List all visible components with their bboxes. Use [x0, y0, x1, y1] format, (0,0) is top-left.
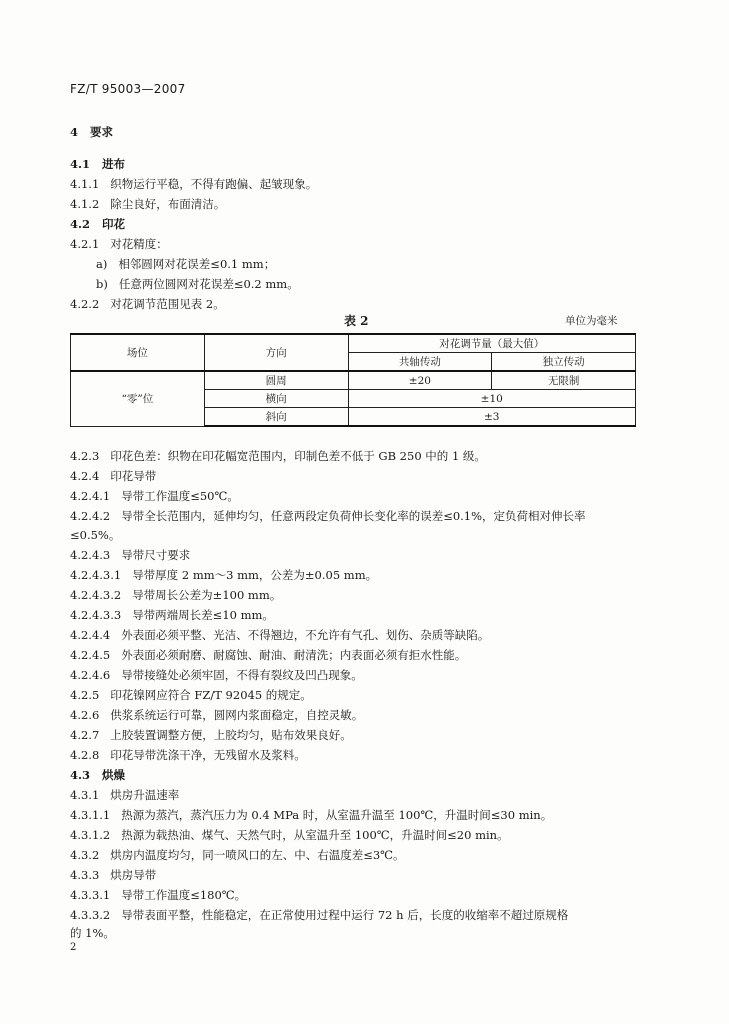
direction-cell: 斜向 [204, 408, 348, 427]
clause-number: 4.2 [70, 217, 91, 231]
clause [70, 667, 363, 683]
clause-text: 对花调节范围见表 2。 [110, 297, 225, 311]
doc-code: FZ/T 95003—2007 [70, 82, 186, 96]
header-independent-drive: 独立传动 [492, 353, 636, 372]
clause-text: 导带表面平整，性能稳定，在正常使用过程中运行 72 h 后，长度的收缩率不超过原规格 [121, 908, 569, 922]
clause-number: 4.2.4.3.3 [70, 608, 122, 622]
clause-number: 4.2.2 [70, 297, 100, 311]
clause-text: 印花导带 [110, 469, 157, 483]
clause [70, 687, 312, 703]
common-value-cell: ±20 [348, 371, 492, 390]
clause-continuation [70, 925, 115, 941]
clause-number: 4.2.3 [70, 449, 100, 463]
clause [70, 448, 486, 464]
clause-number: 4.2.4.3.1 [70, 568, 122, 582]
clause-number: 4.1.1 [70, 177, 100, 191]
clause-number: 4.3.1 [70, 788, 100, 802]
clause-text: 导带尺寸要求 [121, 548, 191, 562]
direction-cell: 圆周 [204, 371, 348, 390]
header-position: 场位 [71, 334, 205, 371]
clause-number: 4.3.1.2 [70, 828, 111, 842]
clause-text: 的 1%。 [70, 926, 115, 940]
clause-number: 4.2.4.1 [70, 489, 111, 503]
clause [70, 587, 281, 603]
clause [70, 827, 509, 843]
clause-4-2-2 [70, 296, 225, 312]
clause [70, 468, 156, 484]
clause-number: 4.1.2 [70, 197, 100, 211]
list-marker: b) [96, 277, 108, 291]
clause-text: 外表面必须耐磨、耐腐蚀、耐油、耐清洗；内表面必须有拒水性能。 [121, 648, 467, 662]
clause [70, 727, 352, 743]
clause [70, 547, 190, 563]
clause-text: 烘房内温度均匀，同一喷风口的左、中、右温度差≤3℃。 [110, 848, 405, 862]
clause-number: 4.1 [70, 157, 91, 171]
zero-position-cell: “零”位 [71, 371, 205, 426]
clause-text: 导带接缝处必须牢固，不得有裂纹及凹凸现象。 [121, 668, 363, 682]
clause-number: 4.3.3.2 [70, 908, 111, 922]
clause-number: 4.2.6 [70, 708, 100, 722]
clause [70, 807, 552, 823]
clause-number: 4.2.4 [70, 469, 100, 483]
table-unit: 单位为毫米 [565, 315, 618, 327]
clause-number: 4.2.4.3.2 [70, 588, 122, 602]
clause-number: 4 [70, 125, 79, 139]
header-common-drive: 共轴传动 [348, 353, 492, 372]
page-number: 2 [70, 942, 77, 953]
clause-number: 4.3.1.1 [70, 808, 111, 822]
clause-text: 供浆系统运行可靠，圆网内浆面稳定，自控灵敏。 [110, 708, 364, 722]
clause-text: 印花导带洗涤干净，无残留水及浆料。 [110, 748, 306, 762]
clause-number: 4.2.4.4 [70, 628, 111, 642]
indep-value-cell: 无限制 [492, 371, 636, 390]
clause [70, 627, 489, 643]
clause [70, 887, 246, 903]
clause-text: ≤0.5%。 [70, 528, 121, 542]
clause-number: 4.2.8 [70, 748, 100, 762]
clause-text: 印花色差：织物在印花幅宽范围内，印制色差不低于 GB 250 中的 1 级。 [110, 449, 486, 463]
clause-text: 导带工作温度≤180℃。 [121, 888, 247, 902]
clause-text: 织物运行平稳，不得有跑偏、起皱现象。 [110, 177, 318, 191]
clause-text: 外表面必须平整、光洁、不得翘边，不允许有气孔、划伤、杂质等缺陷。 [121, 628, 490, 642]
table-2 [70, 333, 636, 427]
clause [70, 488, 239, 504]
clause-text: 印花 [102, 217, 126, 231]
clause-text: 导带工作温度≤50℃。 [121, 489, 239, 503]
clause [70, 647, 466, 663]
clause-number: 4.2.7 [70, 728, 100, 742]
clause [70, 607, 274, 623]
clause-4-1-1 [70, 176, 317, 192]
clause-text: 烘燥 [102, 768, 126, 782]
clause-text: 印花镍网应符合 FZ/T 92045 的规定。 [110, 688, 312, 702]
clause-text: 烘房升温速率 [110, 788, 180, 802]
clause-text: 导带两端周长差≤10 mm。 [132, 608, 274, 622]
section-4-2 [70, 216, 125, 232]
clause [70, 787, 179, 803]
clause-number: 4.2.1 [70, 237, 100, 251]
clause [70, 508, 586, 524]
clause-number: 4.2.4.5 [70, 648, 111, 662]
section-4 [70, 124, 113, 140]
clause [70, 707, 363, 723]
clause-text: 上胶装置调整方便，上胶均匀，贴布效果良好。 [110, 728, 352, 742]
clause-text: 烘房导带 [110, 868, 157, 882]
list-text: 任意两位圆网对花误差≤0.2 mm。 [118, 277, 299, 291]
list-marker: a) [96, 257, 108, 271]
section-4-3 [70, 767, 125, 783]
clause [70, 907, 568, 923]
list-text: 相邻圆网对花误差≤0.1 mm； [118, 257, 276, 271]
clause-text: 热源为载热油、煤气、天然气时，从室温升至 100℃，升温时间≤20 min。 [121, 828, 509, 842]
clause-continuation [70, 527, 120, 543]
direction-cell: 横向 [204, 390, 348, 408]
clause [70, 567, 377, 583]
list-item-b [96, 276, 299, 292]
clause-number: 4.3.3 [70, 868, 100, 882]
list-item-a [96, 256, 275, 272]
table-caption: 表 2 [344, 314, 369, 328]
clause-number: 4.3.2 [70, 848, 100, 862]
clause-number: 4.2.4.6 [70, 668, 111, 682]
merged-value-cell: ±3 [348, 408, 636, 427]
header-range: 对花调节量（最大值） [348, 334, 636, 353]
clause-number: 4.3 [70, 768, 91, 782]
clause-text: 热源为蒸汽，蒸汽压力为 0.4 MPa 时，从室温升温至 100℃，升温时间≤30 min。 [121, 808, 553, 822]
clause [70, 747, 306, 763]
clause-text: 导带周长公差为±100 mm。 [132, 588, 282, 602]
clause-4-1-2 [70, 196, 225, 212]
header-direction: 方向 [204, 334, 348, 371]
clause [70, 867, 156, 883]
clause-number: 4.2.4.3 [70, 548, 111, 562]
clause-text: 进布 [102, 157, 126, 171]
clause-text: 除尘良好，布面清洁。 [110, 197, 226, 211]
clause-text: 导带厚度 2 mm～3 mm，公差为±0.05 mm。 [132, 568, 378, 582]
clause-4-2-1 [70, 236, 168, 252]
section-4-1 [70, 156, 125, 172]
clause-text: 导带全长范围内，延伸均匀，任意两段定负荷伸长变化率的误差≤0.1%，定负荷相对伸长率 [121, 509, 586, 523]
clause-number: 4.3.3.1 [70, 888, 111, 902]
clause [70, 847, 405, 863]
clause-text: 要求 [90, 125, 114, 139]
merged-value-cell: ±10 [348, 390, 636, 408]
clause-text: 对花精度： [110, 237, 168, 251]
clause-number: 4.2.4.2 [70, 509, 111, 523]
clause-number: 4.2.5 [70, 688, 100, 702]
